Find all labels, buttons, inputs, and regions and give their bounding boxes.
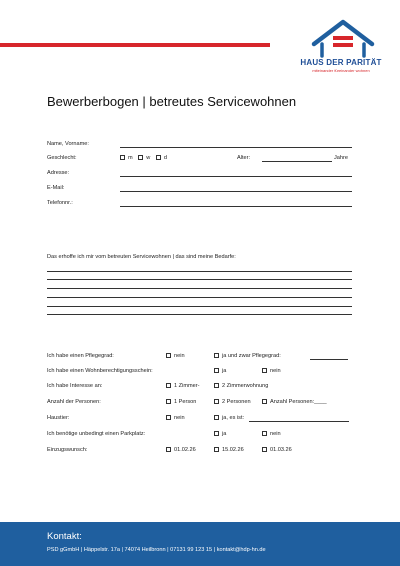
housing-permit-no-checkbox[interactable]: [262, 368, 267, 373]
parking-yes-option: [214, 430, 226, 438]
gender-label: Geschlecht:: [47, 155, 77, 161]
age-unit: Jahre: [334, 155, 348, 161]
parking-label: Ich benötige unbedingt einen Parkplatz:: [47, 431, 146, 437]
footer-contact: PSD gGmbH | Häppelstr. 17a | 74074 Heilbronn | 07131 99 123 15 | kontakt@hdp-hn.de: [47, 547, 266, 553]
move-in-date-3-checkbox[interactable]: [262, 447, 267, 452]
move-in-date-2-checkbox[interactable]: [214, 447, 219, 452]
option-label: 2 Personen: [222, 399, 251, 405]
option-label: 01.02.26: [174, 447, 196, 453]
gender-m-label: m: [128, 155, 133, 161]
housing-permit-yes-checkbox[interactable]: [214, 368, 219, 373]
care-level-no-checkbox[interactable]: [166, 353, 171, 358]
gender-m-checkbox[interactable]: [120, 155, 125, 160]
persons-2-option: [214, 398, 251, 406]
move-in-date-3-option: [262, 446, 292, 454]
interest-2-room-checkbox[interactable]: [214, 383, 219, 388]
email-label: E-Mail:: [47, 185, 65, 191]
address-label: Adresse:: [47, 170, 70, 176]
hopes-line[interactable]: [47, 314, 352, 315]
hopes-line[interactable]: [47, 288, 352, 289]
email-field[interactable]: [120, 191, 352, 192]
hopes-line[interactable]: [47, 279, 352, 280]
phone-field[interactable]: [120, 206, 352, 207]
persons-count-checkbox[interactable]: [262, 399, 267, 404]
logo-name: HAUS DER PARITÄT: [300, 58, 382, 67]
move-in-date-2-option: [214, 446, 244, 454]
care-level-yes-checkbox[interactable]: [214, 353, 219, 358]
hopes-line[interactable]: [47, 297, 352, 298]
hopes-line[interactable]: [47, 306, 352, 307]
gender-w-label: w: [146, 155, 151, 161]
persons-count-option: [262, 398, 327, 406]
header-accent-bar: [0, 43, 270, 47]
care-level-no-option: [166, 352, 185, 360]
option-label: 1 Person: [174, 399, 197, 405]
care-level-field[interactable]: [310, 359, 348, 360]
age-label: Alter:: [237, 155, 251, 161]
move-in-label: Einzugswunsch:: [47, 447, 88, 453]
option-label: ja: [222, 368, 227, 374]
option-label: 01.03.26: [270, 447, 292, 453]
option-label: nein: [270, 368, 281, 374]
option-label: nein: [174, 415, 185, 421]
option-label: 2 Zimmerwohnung: [222, 383, 269, 389]
option-label: 15.02.26: [222, 447, 244, 453]
footer: [0, 522, 400, 566]
footer-heading: Kontakt:: [47, 531, 82, 542]
parking-no-option: [262, 430, 281, 438]
gender-d-checkbox[interactable]: [156, 155, 161, 160]
pet-yes-checkbox[interactable]: [214, 415, 219, 420]
gender-options: [120, 154, 167, 162]
housing-permit-no-option: [262, 367, 281, 375]
persons-1-checkbox[interactable]: [166, 399, 171, 404]
housing-permit-label: Ich habe einen Wohnberechtigungsschein:: [47, 368, 153, 374]
address-field[interactable]: [120, 176, 352, 177]
pet-field[interactable]: [249, 421, 349, 422]
housing-permit-yes-option: [214, 367, 226, 375]
hopes-label: Das erhoffe ich mir vom betreuten Servicewohnen | das sind meine Bedarfe:: [47, 254, 236, 260]
name-label: Name, Vorname:: [47, 141, 89, 147]
pet-no-checkbox[interactable]: [166, 415, 171, 420]
name-field[interactable]: [120, 147, 352, 148]
interest-label: Ich habe Interesse an:: [47, 383, 103, 389]
care-level-label: Ich habe einen Pflegegrad:: [47, 353, 114, 359]
gender-d-label: d: [163, 155, 167, 161]
option-label: Anzahl Personen:____: [270, 399, 327, 405]
phone-label: Telefonnr.:: [47, 200, 73, 206]
interest-1-room-checkbox[interactable]: [166, 383, 171, 388]
age-field[interactable]: [262, 161, 332, 162]
option-label: 1 Zimmer-: [174, 383, 200, 389]
option-label: ja und zwar Pflegegrad:: [222, 353, 281, 359]
persons-label: Anzahl der Personen:: [47, 399, 101, 405]
interest-2-room-option: [214, 382, 268, 390]
gender-w-checkbox[interactable]: [138, 155, 143, 160]
pet-no-option: [166, 414, 185, 422]
persons-1-option: [166, 398, 196, 406]
care-level-yes-option: [214, 352, 281, 360]
parking-no-checkbox[interactable]: [262, 431, 267, 436]
move-in-date-1-option: [166, 446, 196, 454]
option-label: nein: [174, 353, 185, 359]
logo-tagline: miteinander füreinander wohnen: [312, 68, 370, 73]
option-label: ja, es ist:: [222, 415, 245, 421]
persons-2-checkbox[interactable]: [214, 399, 219, 404]
hopes-line[interactable]: [47, 271, 352, 272]
option-label: nein: [270, 431, 281, 437]
option-label: ja: [222, 431, 227, 437]
pet-label: Haustier:: [47, 415, 70, 421]
page-title: Bewerberbogen | betreutes Servicewohnen: [47, 94, 297, 109]
move-in-date-1-checkbox[interactable]: [166, 447, 171, 452]
pet-yes-option: [214, 414, 244, 422]
interest-1-room-option: [166, 382, 199, 390]
parking-yes-checkbox[interactable]: [214, 431, 219, 436]
